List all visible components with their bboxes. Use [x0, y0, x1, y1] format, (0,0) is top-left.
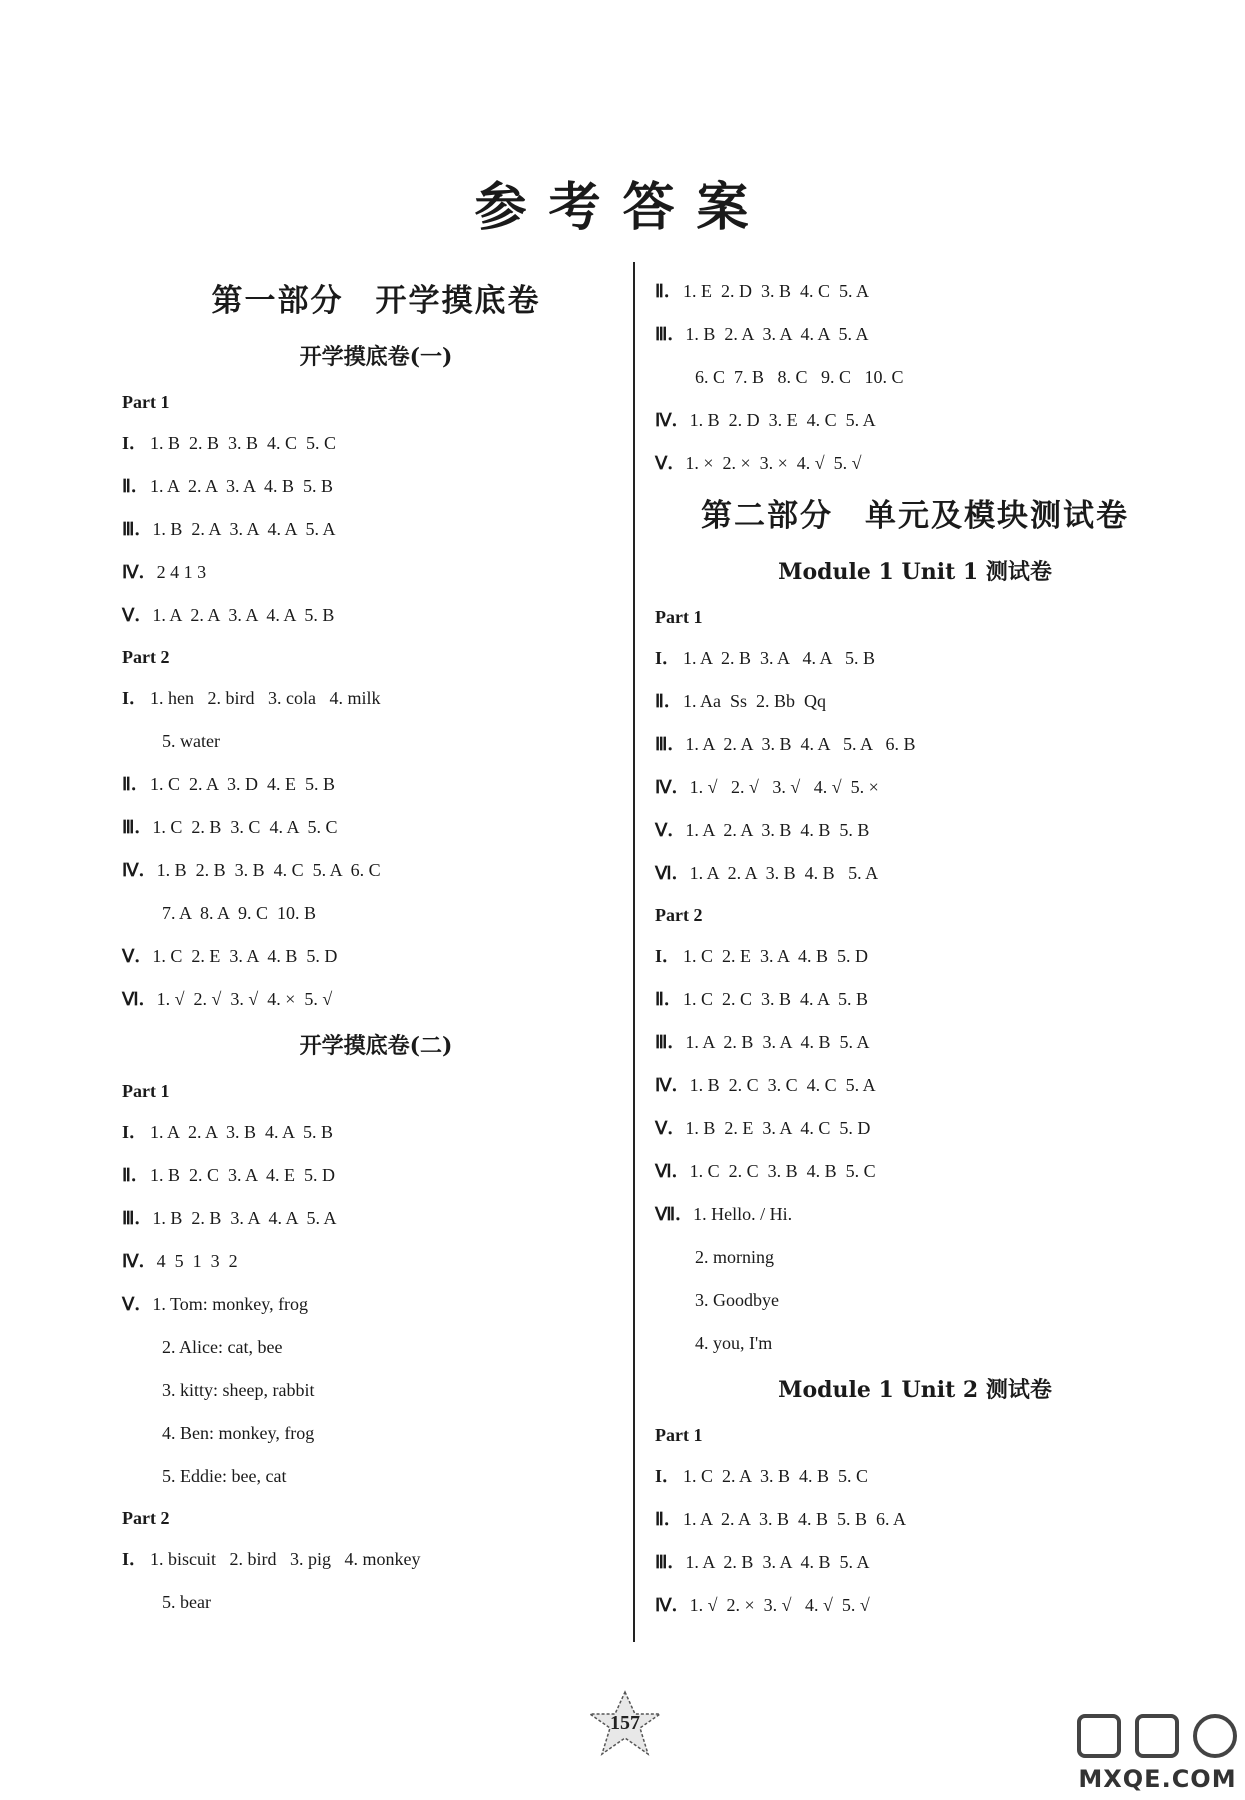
question-number: Ⅳ．	[655, 410, 690, 430]
answer-line	[655, 935, 1175, 978]
answer-text: 1. hen 2. bird 3. cola 4. milk	[150, 688, 381, 708]
question-number: Ⅲ．	[655, 324, 686, 344]
answer-line-continued	[122, 892, 630, 935]
answer-text: 1. E 2. D 3. B 4. C 5. A	[683, 281, 870, 301]
page-title: 参考答案	[474, 177, 771, 238]
answer-line	[122, 1240, 630, 1283]
answer-text: 1. Aa Ss 2. Bb Qq	[683, 691, 827, 711]
paper1-part2-label: Part 2	[122, 647, 170, 667]
answer-text: 1. A 2. B 3. A 4. B 5. A	[685, 1552, 870, 1572]
answer-line	[122, 551, 630, 594]
answer-line	[655, 1498, 1175, 1541]
answer-line	[122, 1283, 630, 1326]
answer-line	[122, 806, 630, 849]
question-number: Ⅲ．	[655, 734, 686, 754]
answer-line	[122, 465, 630, 508]
left-column	[122, 270, 630, 1624]
answer-line	[122, 849, 630, 892]
answer-line	[122, 1111, 630, 1154]
answer-text: 1. √ 2. √ 3. √ 4. √ 5. ×	[689, 777, 879, 797]
page-number-badge	[580, 1690, 670, 1760]
paper2-part2-list	[122, 1538, 630, 1624]
paper1-part1-list	[122, 422, 630, 637]
answer-text: 5. water	[162, 731, 220, 751]
answer-line	[655, 978, 1175, 1021]
answer-line-continued	[122, 1455, 630, 1498]
part2-heading	[655, 485, 1175, 547]
answer-text: 5. bear	[162, 1592, 211, 1612]
answer-line	[655, 1193, 1175, 1236]
question-number: Ⅳ．	[655, 1075, 690, 1095]
answer-text: 1. A 2. A 3. B 4. A 5. B	[150, 1122, 334, 1142]
answer-text: 1. C 2. B 3. C 4. A 5. C	[152, 817, 338, 837]
question-number: Ⅲ．	[122, 1208, 153, 1228]
answer-text: 1. C 2. E 3. A 4. B 5. D	[683, 946, 869, 966]
question-number: Ⅳ．	[655, 1595, 690, 1615]
paper1-title: 开学摸底卷(一)	[299, 344, 453, 370]
answer-text: 1. C 2. C 3. B 4. A 5. B	[683, 989, 869, 1009]
answer-text: 4 5 1 3 2	[156, 1251, 238, 1271]
question-number: Ⅳ．	[655, 777, 690, 797]
answer-text: 1. B 2. A 3. A 4. A 5. A	[685, 324, 869, 344]
answer-line	[122, 978, 630, 1021]
answer-text: 1. B 2. D 3. E 4. C 5. A	[689, 410, 876, 430]
answer-line-continued	[655, 1279, 1175, 1322]
answer-text: 1. A 2. A 3. B 4. B 5. B	[685, 820, 870, 840]
answer-text: 1. √ 2. × 3. √ 4. √ 5. √	[689, 1595, 870, 1615]
answer-text: 5. Eddie: bee, cat	[162, 1466, 287, 1486]
answer-line	[655, 1455, 1175, 1498]
answer-line-continued	[122, 720, 630, 763]
answer-text: 1. C 2. A 3. D 4. E 5. B	[150, 774, 336, 794]
answer-line	[122, 1538, 630, 1581]
question-number: I．	[122, 1549, 148, 1569]
answer-text: 1. B 2. A 3. A 4. A 5. A	[152, 519, 336, 539]
answer-line	[655, 637, 1175, 680]
paper2-part1-list	[122, 1111, 630, 1498]
answer-text: 1. A 2. A 3. B 4. B 5. B 6. A	[683, 1509, 907, 1529]
answer-text: 1. A 2. B 3. A 4. A 5. B	[683, 648, 876, 668]
question-number: Ⅱ．	[122, 1165, 149, 1185]
site-watermark	[1075, 1710, 1240, 1795]
question-number: I．	[655, 946, 681, 966]
answer-text: 1. B 2. C 3. C 4. C 5. A	[689, 1075, 876, 1095]
answer-line	[655, 399, 1175, 442]
watermark-logo-icon	[1075, 1710, 1240, 1765]
answer-line	[655, 1584, 1175, 1627]
answer-line-continued	[122, 1581, 630, 1624]
answer-line	[122, 677, 630, 720]
answer-line-continued	[122, 1369, 630, 1412]
question-number: Ⅱ．	[122, 774, 149, 794]
answer-line	[655, 1541, 1175, 1584]
answer-line	[122, 422, 630, 465]
answer-text: 1. A 2. A 3. B 4. B 5. A	[689, 863, 879, 883]
question-number: Ⅲ．	[122, 817, 153, 837]
answer-line-continued	[655, 1322, 1175, 1365]
part1-heading	[122, 270, 630, 332]
answer-text: 1. B 2. C 3. A 4. E 5. D	[150, 1165, 336, 1185]
question-number: I．	[122, 688, 148, 708]
question-number: Ⅵ．	[655, 863, 690, 883]
answer-text: 1. C 2. E 3. A 4. B 5. D	[152, 946, 338, 966]
answer-text: 1. B 2. B 3. B 4. C 5. C	[150, 433, 337, 453]
watermark-text: MXQE.COM	[1078, 1765, 1237, 1793]
question-number: I．	[122, 1122, 148, 1142]
answer-line	[655, 1150, 1175, 1193]
answer-line	[655, 680, 1175, 723]
question-number: Ⅱ．	[122, 476, 149, 496]
answer-text: 1. A 2. A 3. A 4. A 5. B	[152, 605, 335, 625]
answer-text: 7. A 8. A 9. C 10. B	[162, 903, 317, 923]
answer-text: 2. morning	[695, 1247, 774, 1267]
answer-line	[122, 508, 630, 551]
question-number: Ⅱ．	[655, 691, 682, 711]
question-number: Ⅵ．	[655, 1161, 690, 1181]
question-number: Ⅲ．	[655, 1032, 686, 1052]
answer-text: 1. √ 2. √ 3. √ 4. × 5. √	[156, 989, 333, 1009]
unit1-part2-label: Part 2	[655, 905, 703, 925]
paper2-title: 开学摸底卷(二)	[299, 1033, 453, 1059]
question-number: Ⅴ．	[655, 453, 686, 473]
question-number: Ⅴ．	[122, 946, 153, 966]
answer-line	[122, 1154, 630, 1197]
paper1-part1-label: Part 1	[122, 392, 170, 412]
question-number: Ⅴ．	[655, 1118, 686, 1138]
question-number: Ⅲ．	[122, 519, 153, 539]
question-number: Ⅴ．	[122, 1294, 153, 1314]
unit1-title: Module 1 Unit 1 测试卷	[778, 559, 1052, 585]
question-number: Ⅱ．	[655, 1509, 682, 1529]
paper1-part2-list	[122, 677, 630, 1021]
answer-line	[655, 1064, 1175, 1107]
answer-line	[122, 935, 630, 978]
answer-text: 1. B 2. B 3. B 4. C 5. A 6. C	[156, 860, 381, 880]
paper2-part2-label: Part 2	[122, 1508, 170, 1528]
answer-text: 4. you, I'm	[695, 1333, 773, 1353]
unit2-part1-label: Part 1	[655, 1425, 703, 1445]
question-number: I．	[122, 433, 148, 453]
answer-line	[655, 442, 1175, 485]
answer-text: 1. C 2. A 3. B 4. B 5. C	[683, 1466, 869, 1486]
answer-line	[122, 763, 630, 806]
unit1-part2-list	[655, 935, 1175, 1365]
answer-text: 1. C 2. C 3. B 4. B 5. C	[689, 1161, 876, 1181]
column-divider	[633, 262, 635, 1642]
question-number: Ⅵ．	[122, 989, 157, 1009]
answer-line	[122, 1197, 630, 1240]
answer-text: 3. kitty: sheep, rabbit	[162, 1380, 315, 1400]
answer-text: 1. A 2. B 3. A 4. B 5. A	[685, 1032, 870, 1052]
unit2-part1-list	[655, 1455, 1175, 1627]
question-number: Ⅴ．	[122, 605, 153, 625]
part2-heading-title: 单元及模块测试卷	[865, 498, 1129, 534]
right-column	[655, 270, 1175, 1627]
answer-text: 1. B 2. B 3. A 4. A 5. A	[152, 1208, 337, 1228]
question-number: Ⅳ．	[122, 1251, 157, 1271]
answer-line	[655, 1107, 1175, 1150]
answer-line-continued	[122, 1412, 630, 1455]
answer-line-continued	[655, 356, 1175, 399]
paper2-part1-label: Part 1	[122, 1081, 170, 1101]
question-number: Ⅲ．	[655, 1552, 686, 1572]
answer-text: 1. A 2. A 3. B 4. A 5. A 6. B	[685, 734, 916, 754]
answer-line-continued	[655, 1236, 1175, 1279]
answer-line	[655, 766, 1175, 809]
answer-line	[122, 594, 630, 637]
answer-text: 1. B 2. E 3. A 4. C 5. D	[685, 1118, 871, 1138]
answer-text: 1. biscuit 2. bird 3. pig 4. monkey	[150, 1549, 421, 1569]
page-number: 157	[610, 1712, 640, 1734]
part2-heading-number: 第二部分	[701, 498, 833, 534]
right-top-list	[655, 270, 1175, 485]
answer-line	[655, 1021, 1175, 1064]
question-number: Ⅱ．	[655, 989, 682, 1009]
part1-heading-number: 第一部分	[211, 283, 344, 319]
answer-line-continued	[122, 1326, 630, 1369]
question-number: I．	[655, 648, 681, 668]
answer-line	[655, 852, 1175, 895]
answer-line	[655, 809, 1175, 852]
answer-text: 1. A 2. A 3. A 4. B 5. B	[150, 476, 334, 496]
question-number: Ⅳ．	[122, 562, 157, 582]
answer-text: 2 4 1 3	[156, 562, 207, 582]
answer-line	[655, 270, 1175, 313]
answer-text: 1. × 2. × 3. × 4. √ 5. √	[685, 453, 862, 473]
unit1-part1-list	[655, 637, 1175, 895]
question-number: Ⅴ．	[655, 820, 686, 840]
unit2-title: Module 1 Unit 2 测试卷	[778, 1377, 1052, 1403]
question-number: Ⅳ．	[122, 860, 157, 880]
question-number: Ⅱ．	[655, 281, 682, 301]
question-number: I．	[655, 1466, 681, 1486]
answer-text: 3. Goodbye	[695, 1290, 779, 1310]
answer-text: 1. Hello. / Hi.	[693, 1204, 793, 1224]
answer-line	[655, 313, 1175, 356]
question-number: Ⅶ．	[655, 1204, 694, 1224]
unit1-part1-label: Part 1	[655, 607, 703, 627]
answer-text: 6. C 7. B 8. C 9. C 10. C	[695, 367, 904, 387]
answer-line	[655, 723, 1175, 766]
part1-heading-title: 开学摸底卷	[375, 283, 541, 319]
answer-text: 4. Ben: monkey, frog	[162, 1423, 315, 1443]
answer-text: 1. Tom: monkey, frog	[152, 1294, 309, 1314]
answer-text: 2. Alice: cat, bee	[162, 1337, 283, 1357]
